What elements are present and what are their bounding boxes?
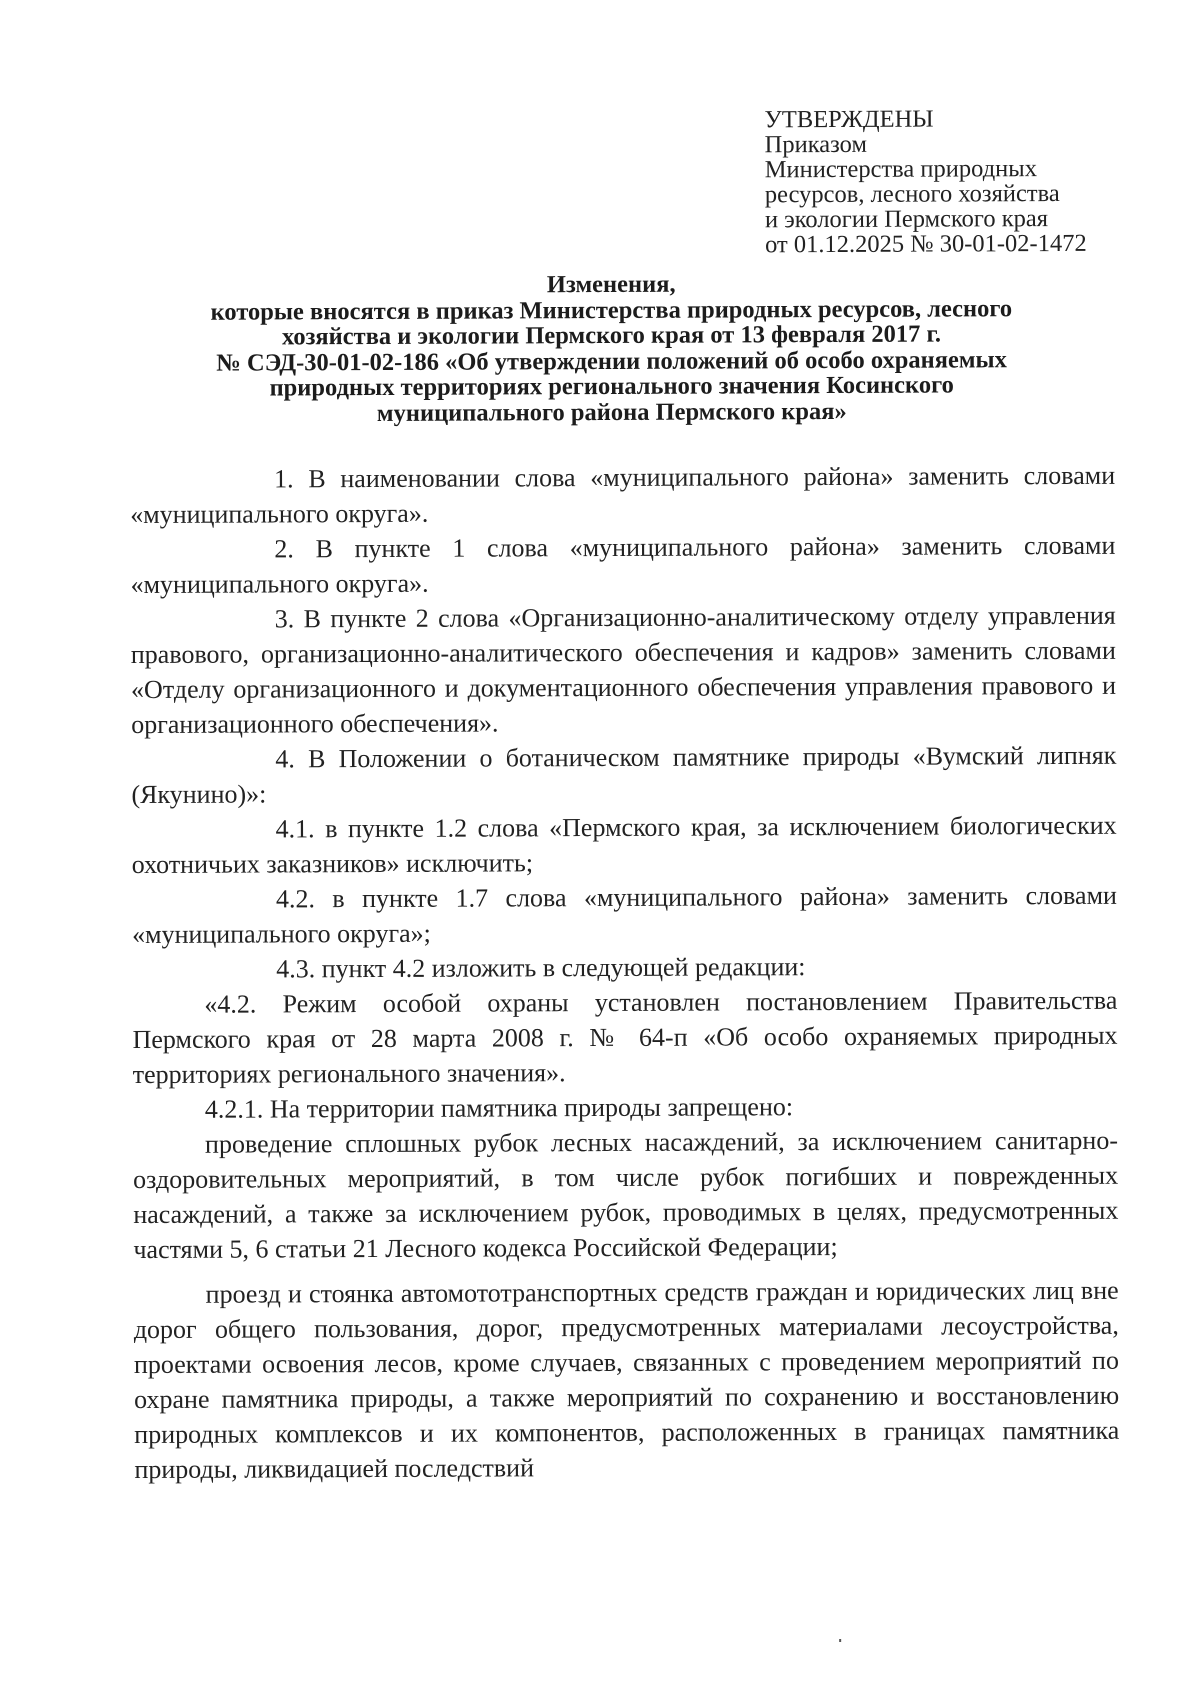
paragraph-text: в пункте 1.7 слова «муниципального района» заменить словами «муниципального округа»;	[132, 880, 1117, 950]
title-line: хозяйства и экологии Пермского края от 13 февраля 2017 г.	[281, 320, 942, 351]
paragraph-1	[130, 458, 1115, 532]
paragraph-4-2	[132, 878, 1117, 952]
paragraph-text: В пункте 2 слова «Организационно-аналитическому отделу управления правового, организационно-аналитического обеспечения и кадров» заменить словами «Отделу организационного и документационного обеспечения управления правового и организационного обеспечения».	[130, 600, 1117, 740]
approval-line: УТВЕРЖДЕНЫ	[764, 105, 934, 134]
paragraph-number: 2.	[274, 534, 294, 564]
paragraph-driving: проезд и стоянка автомототранспортных средств граждан и юридических лиц вне дорог общего пользования, дорог, предусмотренных материалами лесоустройства, проектами освоения лесов, кроме случаев, связанных с проведением мероприятий по охране памятника природы, а также мероприятий по сохранению и восстановлению природных комплексов и их компонентов, расположенных в границах памятника природы, ликвидацией последствий	[133, 1275, 1120, 1485]
paragraph-number: 4.1.	[275, 814, 315, 844]
paragraph-4	[131, 738, 1116, 812]
approval-line: от 01.12.2025 № 30-01-02-1472	[765, 229, 1087, 259]
title-line: № СЭД-30-01-02-186 «Об утверждении положений об особо охраняемых	[216, 345, 1007, 377]
scan-speck	[839, 1639, 841, 1642]
paragraph-text: пункт 4.2 изложить в следующей редакции:	[321, 952, 806, 984]
title-line: которые вносятся в приказ Министерства природных ресурсов, лесного	[210, 294, 1013, 326]
paragraph-number: 4.3.	[276, 954, 316, 984]
paragraph-number: 4.	[275, 744, 295, 774]
paragraph-number: 4.2.	[275, 884, 315, 914]
approval-line: ресурсов, лесного хозяйства	[764, 179, 1060, 209]
paragraph-2	[130, 528, 1115, 602]
paragraph-cutting: проведение сплошных рубок лесных насаждений, за исключением санитарно-оздоровительных мероприятий, в том числе рубок погибших и поврежденных насаждений, а также за исключением рубок, проводимых в целях, предусмотренных частями 5, 6 статьи 21 Лесного кодекса Российской Федерации;	[133, 1125, 1119, 1265]
paragraph-text: В наименовании слова «муниципального района» заменить словами «муниципального округа».	[130, 460, 1116, 530]
paragraph-text: в пункте 1.2 слова «Пермского края, за исключением биологических охотничьих заказников» исключить;	[131, 810, 1117, 880]
approval-line: Приказом	[764, 130, 867, 159]
paragraph-4-1	[132, 808, 1117, 882]
paragraph-regime: «4.2. Режим особой охраны установлен постановлением Правительства Пермского края от 28 марта 2008 г. № 64-п «Об особо охраняемых природных территориях регионального значения».	[132, 985, 1118, 1090]
paragraph-number: 3.	[274, 604, 295, 634]
paragraph-text: В Положении о ботаническом памятнике природы «Вумский липняк (Якунино)»:	[131, 740, 1117, 810]
document-title	[111, 270, 1112, 427]
paragraph-number: 1.	[274, 464, 294, 494]
approval-stamp-block	[764, 106, 1165, 258]
approval-line: и экологии Пермского края	[764, 205, 1049, 234]
approval-line: Министерства природных	[764, 155, 1038, 184]
paragraph-4-3	[132, 948, 1117, 987]
document-body	[130, 458, 1119, 1487]
paragraph-4-2-1: 4.2.1. На территории памятника природы запрещено:	[204, 1092, 794, 1124]
title-line: муниципального района Пермского края»	[376, 397, 847, 427]
title-line: природных территориях регионального значения Косинского	[269, 371, 954, 402]
title-line: Изменения,	[546, 270, 676, 299]
paragraph-3	[131, 598, 1117, 742]
paragraph-text: В пункте 1 слова «муниципального района» заменить словами «муниципального округа».	[130, 530, 1116, 600]
